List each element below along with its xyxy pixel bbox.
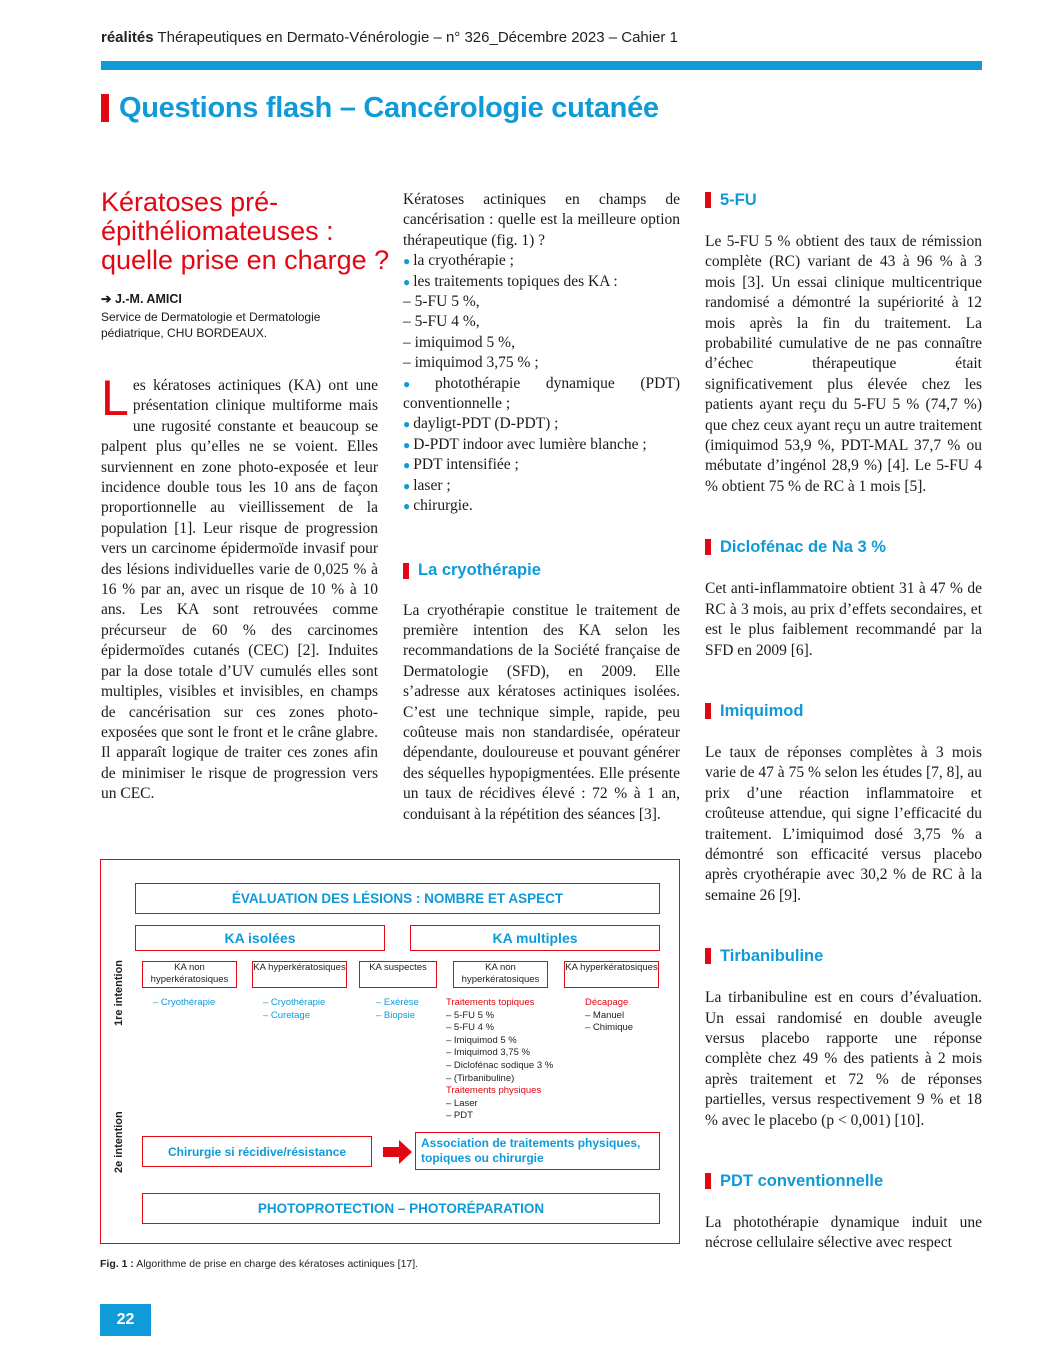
second-line-label: 2e intention	[113, 1111, 125, 1173]
diclofenac-heading	[705, 537, 982, 557]
heading-marker	[705, 539, 711, 555]
heading-text: Imiquimod	[720, 701, 804, 720]
tirbanibuline-heading	[705, 946, 982, 966]
fu-paragraph: Le 5-FU 5 % obtient des taux de rémission complète (RC) variant de 43 à 96 % à 3 mois [3]. Un essai clinique multicentrique randomisé a démontré la supériorité à 12 mois après la fin du traitement. La probabilité cumulative de ne pas connaître d’échec thérapeutique était significativement plus élevée chez les patients ayant reçu du 5-FU 5 % (74,7 %) que chez ceux ayant reçu un autre traitement (imiquimod 53,9 %, PDT-MAL 37,7 % ou mébutate d’ingénol 28,9 %) [4]. Le 5-FU 4 % obtient 75 % de RC à 1 mois [5].	[705, 233, 982, 495]
column-3	[705, 190, 982, 1254]
evaluation-box: ÉVALUATION DES LÉSIONS : NOMBRE ET ASPECT	[135, 883, 660, 914]
list-item: – 5-FU 5 %,	[403, 293, 480, 311]
heading-text: La cryothérapie	[418, 561, 541, 580]
column-2	[403, 190, 680, 825]
isolated-ka-box: KA isolées	[135, 925, 385, 951]
fu-heading	[705, 190, 982, 210]
intro-paragraph	[101, 370, 378, 805]
list-item: – Diclofénac sodique 3 %	[446, 1059, 554, 1071]
treatment-list-1	[153, 997, 215, 1010]
list-item: – Laser	[446, 1097, 478, 1109]
section-marker	[101, 94, 109, 122]
list-item: – Imiquimod 5 %	[446, 1034, 517, 1046]
bullet-icon: ●	[403, 376, 433, 391]
list-item: – Biopsie	[376, 1009, 416, 1021]
pdt-heading	[705, 1171, 982, 1191]
category-box: KA hyperkératosiques	[564, 961, 659, 988]
association-box: Association de traitements physiques, topiques ou chirurgie	[415, 1132, 660, 1170]
first-line-label: 1re intention	[113, 959, 125, 1026]
figure-caption	[100, 1258, 418, 1270]
list-item: – Cryothérapie	[263, 997, 326, 1008]
list-item: – Manuel	[585, 1009, 625, 1021]
pdt-paragraph: La photothérapie dynamique induit une nécrose cellulaire sélective avec respect	[705, 1214, 982, 1252]
list-item: ● D-PDT indoor avec lumière blanche ;	[403, 435, 647, 453]
bullet-icon: ●	[403, 478, 411, 493]
caption-text: Algorithme de prise en charge des kératoses actiniques [17].	[136, 1258, 419, 1270]
cryotherapy-heading	[403, 561, 680, 581]
options-intro: Kératoses actiniques en champs de cancérisation : quelle est la meilleure option thérapeutique (fig. 1) ?	[403, 191, 680, 249]
treatment-list-4	[446, 997, 553, 1123]
cryotherapy-paragraph: La cryothérapie constitue le traitement de première intention des KA selon les recommandations de la Société française de Dermatologie (SFD), en 2009. Elle s’adresse aux kératoses actiniques isolées. C’est une technique simple, rapide, peu coûteuse mais non standardisée, opérateur dépendante, douloureuse et pouvant générer des séquelles hypopigmentées. Elle présente un taux de récidives élevé : 72 % à 1 an, conduisant à la répétition des séances [3].	[403, 601, 680, 823]
treatment-list-3	[376, 997, 419, 1022]
surgery-box: Chirurgie si récidive/résistance	[142, 1136, 372, 1167]
list-item: – imiquimod 5 %,	[403, 333, 515, 351]
treatment-list-2	[263, 997, 325, 1022]
heading-text: Diclofénac de Na 3 %	[720, 538, 886, 557]
category-box: KA hyperkératosiques	[252, 961, 347, 988]
heading-marker	[705, 1173, 711, 1189]
journal-issue: Thérapeutiques en Dermato-Vénérologie – n° 326_Décembre 2023 – Cahier 1	[157, 29, 678, 46]
list-item: ● la cryothérapie ;	[403, 252, 514, 270]
options-list	[403, 251, 680, 516]
list-item: – Chimique	[585, 1022, 634, 1034]
heading-text: 5-FU	[720, 190, 757, 209]
intro-text: es kératoses actiniques (KA) ont une présentation clinique multiforme mais une rugosité constante et beaucoup se palpent plus qu’elles ne se voient. Elles surviennent en zone photo-exposée et leur incidence double tous les 10 ans de façon proportionnelle au vieillissement de la population [1]. Leur risque de progression vers un carcinome épidermoïde invasif pour des lésions individuelles varie de 0,025 % à 16 % par an, avec un risque de 10 % à 10 ans. Les KA sont retrouvées comme précurseur de 60 % des carcinomes épidermoïdes cutanés (CEC) [2]. Induites par la dose totale d’UV cumulés elles sont multiples, visibles et invisibles, en champs de cancérisation sur ces zones photo-exposées que sont le front et le crâne glabre. Il apparaît logique de traiter ces zones afin de minimiser le risque de progression vers un CEC.	[101, 377, 378, 803]
list-item: – imiquimod 3,75 % ;	[403, 354, 539, 372]
heading-text: Tirbanibuline	[720, 946, 824, 965]
bullet-icon: ●	[403, 254, 411, 269]
section-title-bar	[101, 88, 659, 128]
list-heading: Décapage	[585, 997, 629, 1008]
list-item: – Exérèse	[376, 997, 419, 1008]
list-item: ● dayligt-PDT (D-PDT) ;	[403, 415, 559, 433]
list-item: ● photothérapie dynamique (PDT) conventionnelle ;	[403, 374, 680, 413]
bullet-icon: ●	[403, 417, 411, 432]
multiple-ka-box: KA multiples	[410, 925, 660, 951]
bullet-icon: ●	[403, 458, 411, 473]
tirbanibuline-paragraph: La tirbanibuline est en cours d’évaluation. Un essai randomisé en double aveugle versus placebo rapporte une réponse complète chez 49 % des patients à 2 mois après traitement et 72 % de réponses partielles, versus respectivement 9 % et 18 % avec le placebo (p < 0,001) [10].	[705, 989, 982, 1129]
page-number: 22	[100, 1304, 151, 1336]
running-head	[101, 29, 678, 46]
list-item: ● chirurgie.	[403, 497, 473, 515]
author-affiliation: Service de Dermatologie et Dermatologie pédiatrique, CHU BORDEAUX.	[101, 310, 321, 340]
photoprotection-box: PHOTOPROTECTION – PHOTORÉPARATION	[142, 1193, 660, 1224]
list-item: – Imiquimod 3,75 %	[446, 1047, 530, 1059]
category-box: KA suspectes	[359, 961, 437, 988]
list-item: – 5-FU 5 %	[446, 1009, 495, 1021]
column-1	[101, 370, 378, 805]
list-heading: Traitements physiques	[446, 1085, 542, 1097]
heading-marker	[705, 703, 711, 719]
article-author: ➔ J.-M. AMICI	[101, 292, 182, 306]
imiquimod-heading	[705, 701, 982, 721]
category-box: KA non hyperkératosiques	[453, 961, 548, 988]
arrow-right-icon	[383, 1139, 413, 1165]
list-item: – 5-FU 4 %	[446, 1022, 495, 1034]
header-rule	[101, 61, 982, 70]
bullet-icon: ●	[403, 499, 411, 514]
diclofenac-paragraph: Cet anti-inflammatoire obtient 31 à 47 % de RC à 3 mois, au prix d’effets secondaires, et est le plus faiblement recommandé par la SFD en 2009 [6].	[705, 580, 982, 659]
journal-brand: réalités	[101, 29, 154, 46]
heading-marker	[403, 563, 409, 579]
list-item: – Curetage	[263, 1009, 311, 1021]
category-box: KA non hyperkératosiques	[142, 961, 237, 988]
list-item: – (Tirbanibuline)	[446, 1072, 515, 1084]
heading-marker	[705, 192, 711, 208]
article-title: Kératoses pré-épithéliomateuses : quelle prise en charge ?	[101, 187, 390, 275]
section-title: Questions flash – Cancérologie cutanée	[119, 91, 659, 124]
caption-label: Fig. 1 :	[100, 1258, 134, 1270]
list-item: – 5-FU 4 %,	[403, 313, 480, 331]
drop-cap: L	[101, 370, 129, 426]
list-item: – Cryothérapie	[153, 997, 216, 1008]
figure-algorithm	[100, 859, 680, 1244]
heading-marker	[705, 948, 711, 964]
heading-text: PDT conventionnelle	[720, 1171, 884, 1190]
imiquimod-paragraph: Le taux de réponses complètes à 3 mois varie de 47 à 75 % selon les études [7, 8], au prix d’une réaction inflammatoire et croûteuse attendue, qui signe l’efficacité du traitement. L’imiquimod dosé 3,75 % a démontré son efficacité versus placebo après cryothérapie avec 30,2 % de RC à la semaine 26 [9].	[705, 743, 982, 904]
bullet-icon: ●	[403, 274, 411, 289]
treatment-list-5	[585, 997, 633, 1035]
list-item: ● PDT intensifiée ;	[403, 456, 519, 474]
list-item: ● les traitements topiques des KA :	[403, 272, 618, 290]
list-item: – PDT	[446, 1110, 473, 1122]
list-item: ● laser ;	[403, 476, 451, 494]
list-heading: Traitements topiques	[446, 997, 535, 1008]
bullet-icon: ●	[403, 437, 411, 452]
